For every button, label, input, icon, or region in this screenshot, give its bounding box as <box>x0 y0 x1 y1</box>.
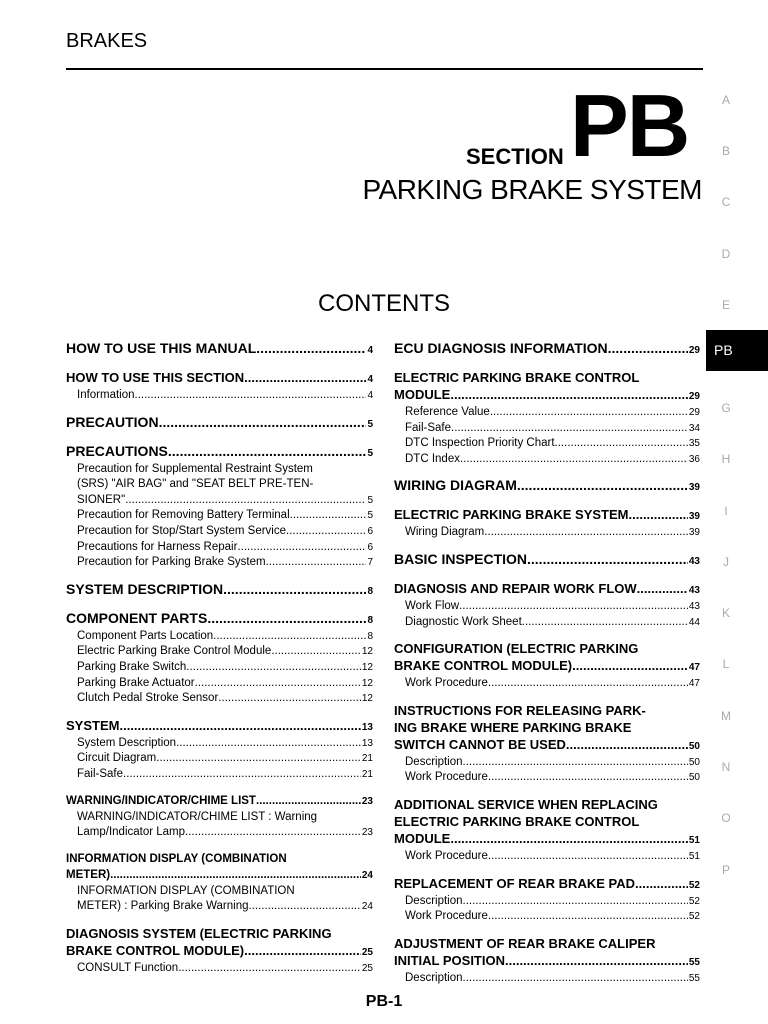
toc-entry-title: PRECAUTION <box>66 413 159 430</box>
header-rule <box>66 68 703 70</box>
toc-page-number: 50 <box>688 772 700 784</box>
toc-leader-dots <box>176 736 361 752</box>
toc-entry[interactable] <box>394 755 700 771</box>
toc-page-number: 13 <box>361 737 373 749</box>
toc-entry-text: INSTRUCTIONS FOR RELEASING PARK- <box>394 702 646 718</box>
toc-page-number: 36 <box>688 453 700 465</box>
toc-leader-dots <box>459 599 688 615</box>
toc-entry[interactable] <box>66 717 373 736</box>
section-index-letter[interactable]: I <box>724 504 728 518</box>
toc-entry[interactable] <box>66 462 373 509</box>
toc-right-column <box>394 340 700 986</box>
toc-leader-dots <box>186 660 361 676</box>
toc-entry[interactable] <box>66 610 373 629</box>
toc-leader-dots <box>256 793 361 809</box>
toc-entry-title: BASIC INSPECTION <box>394 550 528 567</box>
toc-entry[interactable] <box>66 629 373 645</box>
toc-entry-text: ADDITIONAL SERVICE WHEN REPLACING <box>394 796 658 812</box>
toc-leader-dots <box>286 524 366 540</box>
toc-leader-dots <box>207 610 366 627</box>
section-index-letter[interactable]: G <box>721 401 731 415</box>
section-index-letter[interactable]: O <box>721 811 731 825</box>
toc-entry[interactable] <box>394 452 700 468</box>
toc-entry-title: System Description <box>77 736 177 749</box>
toc-page-number: 5 <box>367 447 373 459</box>
toc-entry[interactable] <box>66 388 373 404</box>
toc-leader-dots <box>517 477 688 494</box>
toc-entry-title: Work Procedure <box>405 910 488 923</box>
toc-entry[interactable] <box>394 436 700 452</box>
toc-page-number: 5 <box>367 418 373 430</box>
toc-leader-dots <box>527 551 688 568</box>
toc-leader-dots <box>125 493 366 509</box>
toc-entry-title: Description <box>405 755 463 768</box>
toc-entry[interactable] <box>394 676 700 692</box>
section-index-letter[interactable]: A <box>721 93 730 107</box>
toc-page-number: 4 <box>367 374 373 385</box>
toc-page-number: 51 <box>688 834 700 846</box>
toc-entry-title: Precautions for Harness Repair <box>77 540 238 553</box>
toc-entry-title: COMPONENT PARTS <box>66 609 208 626</box>
section-index-letter[interactable]: B <box>721 144 730 158</box>
toc-entry[interactable] <box>66 676 373 692</box>
toc-entry-title: Clutch Pedal Stroke Sensor <box>77 692 219 705</box>
toc-leader-dots <box>110 867 361 883</box>
toc-entry[interactable] <box>394 551 700 570</box>
toc-page-number: 43 <box>688 600 700 612</box>
toc-page-number: 7 <box>367 557 373 569</box>
toc-leader-dots <box>248 899 360 915</box>
toc-leader-dots <box>635 875 688 892</box>
toc-entry[interactable] <box>66 581 373 600</box>
toc-entry-title: Reference Value <box>405 406 490 418</box>
toc-leader-dots <box>244 942 361 959</box>
toc-leader-dots <box>266 555 367 571</box>
toc-page-number: 23 <box>361 795 373 807</box>
toc-page-number: 6 <box>367 525 373 537</box>
toc-page-number: 29 <box>688 407 700 418</box>
toc-entry[interactable] <box>66 660 373 676</box>
contents-heading: CONTENTS <box>318 290 450 317</box>
toc-entry[interactable] <box>394 421 700 437</box>
section-tab-label: PB <box>714 342 733 358</box>
toc-entry-title: Work Procedure <box>405 771 488 784</box>
toc-entry-title: DIAGNOSIS AND REPAIR WORK FLOW <box>394 580 637 596</box>
toc-page-number: 4 <box>367 345 373 356</box>
toc-entry-title: SYSTEM DESCRIPTION <box>66 580 224 597</box>
toc-leader-dots <box>488 676 688 692</box>
toc-entry-title: DTC Index <box>405 452 460 465</box>
toc-leader-dots <box>213 629 366 645</box>
toc-entry-title: SIONER" <box>77 493 126 506</box>
toc-entry[interactable] <box>394 770 700 786</box>
toc-leader-dots <box>608 340 688 357</box>
toc-page-number: 43 <box>688 584 700 596</box>
toc-entry[interactable] <box>394 894 700 910</box>
toc-entry[interactable] <box>66 925 373 961</box>
toc-leader-dots <box>522 615 688 631</box>
toc-page-number: 5 <box>367 510 373 522</box>
toc-entry-title: METER) <box>66 868 111 881</box>
toc-leader-dots <box>135 388 367 404</box>
toc-entry-title: PRECAUTIONS <box>66 442 168 459</box>
toc-entry-title: INITIAL POSITION <box>394 952 505 968</box>
toc-entry-text: ING BRAKE WHERE PARKING BRAKE <box>394 719 632 735</box>
toc-page-number: 29 <box>688 391 700 402</box>
toc-entry-text: CONFIGURATION (ELECTRIC PARKING <box>394 641 639 657</box>
toc-leader-dots <box>119 717 360 734</box>
page-number: PB-1 <box>365 993 403 1010</box>
toc-entry[interactable] <box>394 599 700 615</box>
toc-page-number: 25 <box>361 946 373 958</box>
toc-leader-dots <box>168 443 367 460</box>
toc-entry-title: HOW TO USE THIS SECTION <box>66 370 245 385</box>
toc-entry-title: CONSULT Function <box>77 961 179 974</box>
toc-entry-title: MODULE <box>394 387 451 402</box>
toc-page-number: 44 <box>688 616 700 628</box>
toc-entry[interactable] <box>394 796 700 849</box>
toc-leader-dots <box>629 506 688 523</box>
toc-entry-title: Parking Brake Actuator <box>77 676 195 689</box>
toc-entry-title: BRAKE CONTROL MODULE) <box>66 942 245 958</box>
toc-leader-dots <box>450 830 688 847</box>
toc-entry-title: Description <box>405 971 463 984</box>
toc-page-number: 21 <box>361 768 373 780</box>
toc-entry[interactable] <box>66 555 373 571</box>
section-index-letter[interactable]: J <box>723 555 729 569</box>
toc-page-number: 8 <box>367 585 373 597</box>
toc-page-number: 8 <box>367 630 373 642</box>
toc-entry[interactable] <box>66 810 373 841</box>
toc-entry[interactable] <box>394 640 700 676</box>
toc-page-number: 25 <box>361 962 373 974</box>
toc-entry[interactable] <box>394 702 700 755</box>
toc-page-number: 55 <box>688 972 700 984</box>
toc-page-number: 12 <box>361 646 373 658</box>
toc-entry-text: INFORMATION DISPLAY (COMBINATION <box>77 884 295 897</box>
toc-entry[interactable] <box>394 405 700 421</box>
toc-leader-dots <box>555 436 688 452</box>
toc-page-number: 47 <box>688 662 700 674</box>
toc-leader-dots <box>460 452 688 468</box>
toc-entry-title: Information <box>77 389 135 401</box>
toc-leader-dots <box>488 849 688 865</box>
toc-leader-dots <box>218 691 361 707</box>
toc-entry-title: METER) : Parking Brake Warning <box>77 900 249 913</box>
toc-page-number: 6 <box>367 541 373 553</box>
toc-page-number: 24 <box>361 869 373 881</box>
toc-page-number: 43 <box>688 555 700 567</box>
toc-entry-title: REPLACEMENT OF REAR BRAKE PAD <box>394 875 635 891</box>
toc-leader-dots <box>566 736 688 753</box>
toc-page-number: 39 <box>688 527 700 539</box>
toc-entry-title: HOW TO USE THIS MANUAL <box>66 340 257 356</box>
toc-page-number: 5 <box>367 494 373 506</box>
toc-page-number: 29 <box>688 345 700 356</box>
toc-entry[interactable] <box>66 767 373 783</box>
toc-entry-title: MODULE <box>394 830 451 846</box>
toc-entry-title: Wiring Diagram <box>405 526 485 539</box>
toc-leader-dots <box>178 961 361 977</box>
toc-entry-title: Work Flow <box>405 599 460 612</box>
toc-entry[interactable] <box>66 851 373 884</box>
toc-leader-dots <box>572 657 688 674</box>
toc-entry-title: Precaution for Removing Battery Terminal <box>77 509 290 522</box>
toc-page-number: 50 <box>688 740 700 752</box>
toc-entry[interactable] <box>66 443 373 462</box>
toc-entry-text: INFORMATION DISPLAY (COMBINATION <box>66 852 287 865</box>
toc-page-number: 12 <box>361 693 373 705</box>
toc-page-number: 51 <box>688 850 700 862</box>
toc-leader-dots <box>185 825 361 841</box>
toc-entry-title: WARNING/INDICATOR/CHIME LIST <box>66 794 256 807</box>
toc-leader-dots <box>271 644 361 660</box>
manual-category: BRAKES <box>66 30 148 52</box>
toc-leader-dots <box>290 508 367 524</box>
toc-page-number: 12 <box>361 677 373 689</box>
toc-entry-title: SWITCH CANNOT BE USED <box>394 736 566 752</box>
toc-entry-title: Electric Parking Brake Control Module <box>77 645 272 658</box>
toc-leader-dots <box>463 755 688 771</box>
toc-entry[interactable] <box>66 793 373 810</box>
toc-entry-text: Precaution for Supplemental Restraint System <box>77 462 313 475</box>
toc-entry[interactable] <box>394 615 700 631</box>
section-index-letter[interactable]: M <box>721 709 731 723</box>
toc-page-number: 52 <box>688 895 700 907</box>
toc-entry[interactable] <box>66 369 373 388</box>
toc-page-number: 35 <box>688 438 700 450</box>
section-index-letter[interactable]: C <box>721 195 731 209</box>
toc-leader-dots <box>463 971 688 987</box>
toc-leader-dots <box>451 421 688 437</box>
toc-entry[interactable] <box>394 909 700 925</box>
toc-leader-dots <box>637 580 688 597</box>
toc-leader-dots <box>463 894 688 910</box>
section-index-letter[interactable]: K <box>721 606 730 620</box>
toc-entry[interactable] <box>66 508 373 524</box>
section-code: PB <box>570 76 689 175</box>
toc-left-column <box>66 340 373 976</box>
toc-entry[interactable] <box>66 524 373 540</box>
toc-entry[interactable] <box>394 506 700 525</box>
toc-page-number: 23 <box>361 827 373 839</box>
toc-page-number: 55 <box>688 956 700 968</box>
section-index-letter[interactable]: P <box>721 863 730 877</box>
toc-page-number: 39 <box>688 482 700 494</box>
toc-page-number: 24 <box>361 901 373 913</box>
toc-page-number: 50 <box>688 756 700 768</box>
toc-page-number: 39 <box>688 511 700 523</box>
toc-entry[interactable] <box>394 525 700 541</box>
toc-entry-title: Parking Brake Switch <box>77 660 187 673</box>
toc-entry-title: ECU DIAGNOSIS INFORMATION <box>394 340 608 356</box>
toc-entry[interactable] <box>394 340 700 359</box>
toc-entry[interactable] <box>394 875 700 894</box>
toc-entry-title: Fail-Safe <box>405 421 452 434</box>
toc-entry-title: WIRING DIAGRAM <box>394 477 517 494</box>
toc-entry[interactable] <box>66 736 373 752</box>
section-index-letter[interactable]: E <box>721 298 730 312</box>
toc-entry[interactable] <box>394 971 700 987</box>
toc-page-number: 52 <box>688 879 700 891</box>
section-label: SECTION <box>466 144 564 169</box>
toc-entry-title: Precaution for Parking Brake System <box>77 556 266 569</box>
toc-entry-title: Work Procedure <box>405 849 488 862</box>
toc-entry-text: ADJUSTMENT OF REAR BRAKE CALIPER <box>394 935 656 951</box>
toc-entry[interactable] <box>66 751 373 767</box>
toc-leader-dots <box>123 767 361 783</box>
toc-entry-title: DTC Inspection Priority Chart <box>405 437 555 450</box>
toc-entry[interactable] <box>66 414 373 433</box>
toc-entry-text: ELECTRIC PARKING BRAKE CONTROL <box>394 813 640 829</box>
toc-entry-title: ELECTRIC PARKING BRAKE SYSTEM <box>394 507 629 523</box>
toc-leader-dots <box>195 676 361 692</box>
toc-leader-dots <box>490 405 688 421</box>
toc-entry[interactable] <box>66 691 373 707</box>
toc-leader-dots <box>156 751 361 767</box>
toc-leader-dots <box>488 909 688 925</box>
page-title: PARKING BRAKE SYSTEM <box>362 174 702 205</box>
toc-entry-text: DIAGNOSIS SYSTEM (ELECTRIC PARKING <box>66 925 332 941</box>
toc-leader-dots <box>223 581 366 598</box>
toc-entry[interactable] <box>394 369 700 405</box>
toc-page-number: 8 <box>367 614 373 626</box>
toc-leader-dots <box>450 386 688 403</box>
toc-leader-dots <box>244 369 366 386</box>
toc-entry-title: BRAKE CONTROL MODULE) <box>394 658 573 674</box>
toc-entry-title: Precaution for Stop/Start System Service <box>77 524 287 537</box>
section-index-letter[interactable]: N <box>721 760 731 774</box>
section-index-letter[interactable]: D <box>721 247 731 261</box>
toc-page-number: 34 <box>688 422 700 434</box>
toc-entry[interactable] <box>394 477 700 496</box>
toc-page-number: 52 <box>688 911 700 923</box>
toc-entry-title: Fail-Safe <box>77 767 124 780</box>
toc-entry-title: Circuit Diagram <box>77 752 157 765</box>
toc-entry[interactable] <box>66 961 373 977</box>
toc-leader-dots <box>256 340 366 357</box>
toc-leader-dots <box>505 952 688 969</box>
toc-page-number: 47 <box>688 678 700 690</box>
section-index-letter[interactable]: L <box>722 657 730 671</box>
toc-leader-dots <box>488 770 688 786</box>
toc-entry-title: SYSTEM <box>66 717 120 733</box>
toc-entry[interactable] <box>394 849 700 865</box>
toc-entry-title: Description <box>405 894 463 907</box>
section-index-letter[interactable]: H <box>721 452 731 466</box>
toc-page-number: 4 <box>367 390 373 401</box>
toc-entry[interactable] <box>394 580 700 599</box>
toc-page-number: 12 <box>361 661 373 673</box>
toc-entry-text: WARNING/INDICATOR/CHIME LIST : Warning <box>77 810 318 823</box>
toc-entry[interactable] <box>66 884 373 915</box>
toc-entry-title: Work Procedure <box>405 677 488 690</box>
toc-entry-title: Diagnostic Work Sheet <box>405 615 522 628</box>
toc-entry[interactable] <box>394 935 700 971</box>
toc-leader-dots <box>159 414 367 431</box>
toc-entry[interactable] <box>66 540 373 556</box>
toc-leader-dots <box>484 525 688 541</box>
toc-entry-title: Component Parts Location <box>77 629 214 642</box>
toc-entry-text: ELECTRIC PARKING BRAKE CONTROL <box>394 370 640 385</box>
toc-entry[interactable] <box>66 340 373 359</box>
section-tab-active[interactable] <box>706 330 768 371</box>
toc-page-number: 13 <box>361 721 373 733</box>
toc-page-number: 21 <box>361 753 373 765</box>
toc-entry-title: Lamp/Indicator Lamp <box>77 826 186 839</box>
toc-entry-text: (SRS) "AIR BAG" and "SEAT BELT PRE-TEN- <box>77 478 314 491</box>
toc-entry[interactable] <box>66 644 373 660</box>
toc-leader-dots <box>237 540 366 556</box>
